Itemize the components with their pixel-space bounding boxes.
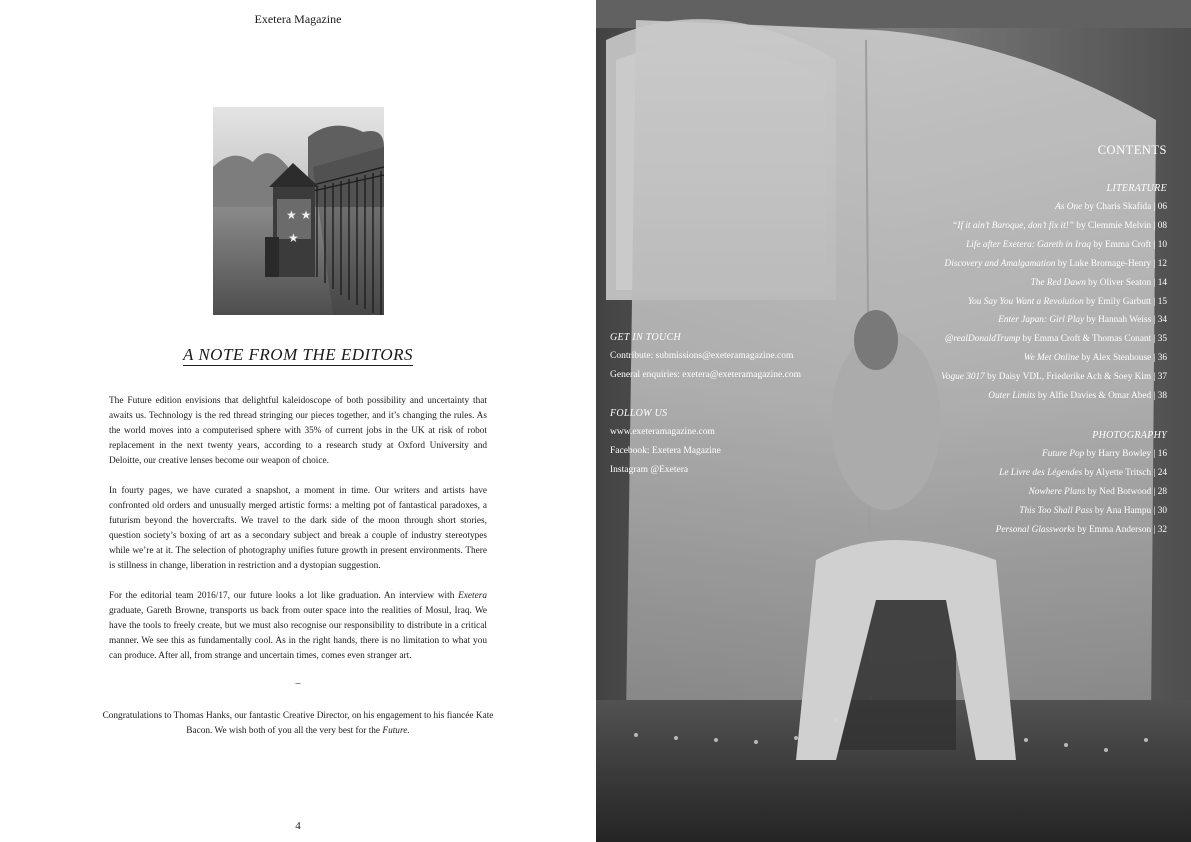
toc-item[interactable]	[941, 274, 1167, 293]
toc-item[interactable]	[941, 293, 1167, 312]
toc-item-title: Life after Exetera: Gareth in Iraq	[966, 239, 1092, 250]
toc-item-meta: by Ned Botwood | 28	[1085, 486, 1167, 497]
toc-item-title: Le Livre des Légendes	[999, 467, 1083, 478]
toc-item-meta: by Alfie Davies & Omar Abed | 38	[1035, 391, 1167, 402]
toc-item-meta: by Emily Garbutt | 15	[1083, 296, 1167, 307]
svg-text:★ ★: ★ ★	[286, 208, 312, 222]
separator: –	[295, 678, 301, 689]
toc-item[interactable]	[941, 217, 1167, 236]
toc-item[interactable]	[941, 349, 1167, 368]
congrats-text: Congratulations to Thomas Hanks, our fantastic Creative Director, on his engagement to his fiancée Kate Bacon. We wish both of you all the very best for the	[102, 711, 494, 736]
toc-item-title: The Red Dawn	[1030, 277, 1086, 288]
toc-item-title: @realDonaldTrump	[944, 334, 1021, 345]
toc-item-title: Discovery and Amalgamation	[944, 258, 1056, 269]
toc-item-title: We Met Online	[1023, 353, 1080, 364]
facebook-link[interactable]: Facebook: Exetera Magazine	[610, 446, 721, 456]
toc-item-meta: by Clemmie Melvin | 08	[1073, 220, 1167, 231]
toc-item-meta: by Harry Bowley | 16	[1084, 449, 1167, 459]
toc-item[interactable]	[941, 311, 1167, 330]
literature-list	[941, 198, 1167, 406]
right-page	[596, 0, 1191, 842]
toc-item-title: You Say You Want a Revolution	[967, 296, 1084, 307]
bin-photo-graphic	[213, 107, 384, 315]
get-in-touch-block	[610, 328, 801, 385]
toc-item-title: Nowhere Plans	[1028, 486, 1086, 497]
page-number: 4	[295, 820, 301, 832]
toc-item[interactable]	[996, 445, 1167, 464]
follow-us-heading: FOLLOW US	[610, 408, 668, 419]
bin-photo	[213, 107, 384, 315]
toc-item-title: As One	[1055, 202, 1083, 212]
instagram-link[interactable]: Instagram @Exetera	[610, 465, 689, 475]
toc-item-meta: by Ana Hampu | 30	[1092, 505, 1167, 516]
toc-item-meta: by Oliver Seaton | 14	[1085, 277, 1167, 288]
toc-item[interactable]	[996, 502, 1167, 521]
toc-item-title: This Too Shall Pass	[1019, 505, 1093, 516]
congratulations-note	[100, 709, 496, 739]
toc-item-meta: by Emma Croft | 10	[1091, 239, 1167, 250]
get-in-touch-heading: GET IN TOUCH	[610, 332, 682, 343]
toc-item-meta: by Emma Anderson | 32	[1075, 524, 1167, 535]
toc-item-title: Enter Japan: Girl Play	[998, 315, 1085, 326]
toc-item-title: Outer Limits	[988, 391, 1036, 402]
general-email[interactable]: General enquiries: exetera@exeteramagazine.com	[610, 370, 801, 380]
toc-item[interactable]	[941, 387, 1167, 406]
magazine-title: Exetera Magazine	[254, 12, 342, 26]
toc-item[interactable]	[941, 198, 1167, 217]
toc-item-meta: by Daisy VDL, Friederike Ach & Soey Kim | 37	[984, 372, 1167, 383]
toc-item[interactable]	[996, 483, 1167, 502]
editorial-paragraph-3	[109, 589, 487, 664]
toc-item-meta: by Alyette Tritsch | 24	[1082, 467, 1167, 478]
contribute-email[interactable]: Contribute: submissions@exeteramagazine.com	[610, 351, 794, 361]
toc-item-meta: by Charis Skafida | 06	[1082, 202, 1167, 212]
toc-item-title: “If it ain’t Baroque, don’t fix it!”	[952, 220, 1074, 231]
toc-item[interactable]	[941, 236, 1167, 255]
p3-emphasis: Exetera	[458, 591, 487, 601]
literature-heading: LITERATURE	[1106, 183, 1167, 194]
p3-text-a: For the editorial team 2016/17, our future looks a lot like graduation. An interview with	[109, 591, 459, 601]
svg-text:★: ★	[288, 231, 299, 245]
toc-item-title: Vogue 3017	[941, 372, 985, 383]
editorial-heading-text: A NOTE FROM THE EDITORS	[183, 345, 413, 364]
toc-item[interactable]	[941, 255, 1167, 274]
toc-item-meta: by Alex Stenhouse | 36	[1079, 353, 1167, 364]
toc-item-meta: by Emma Croft & Thomas Conant | 35	[1020, 334, 1167, 345]
toc-item-meta: by Hannah Weiss | 34	[1084, 315, 1167, 326]
follow-us-block	[610, 404, 721, 480]
toc-item-title: Future Pop	[1042, 449, 1085, 459]
toc-item[interactable]	[996, 464, 1167, 483]
toc-item[interactable]	[996, 521, 1167, 540]
editorial-paragraph-2: In fourty pages, we have curated a snapshot, a moment in time. Our writers and artists have confronted old orders and unusually merged artistic forms: a melting pot of fantastical paradoxes, a futurism beyond the hovercrafts. We travel to the dark side of the moon through short stories, question society’s boxing of art as a secondary subject and break a couple of industry stereotypes while we’re at it. The selection of photography unifies future growth in present environments. There is stillness in change, liberation in restriction and a dystopian suggestion.	[109, 486, 487, 571]
congrats-emphasis: Future.	[382, 726, 410, 736]
editorial-paragraph-1: The Future edition envisions that delightful kaleidoscope of both possibility and uncertainty that awaits us. Technology is the red thread stringing our pieces together, and it’s changing the rules. As the world moves into a computerised sphere with 35% of current jobs in the UK at risk of robot replacement in the next twenty years, according to a research study at Oxford University and Deloitte, our creative lenses become our weapon of choice.	[109, 396, 487, 466]
toc-item-meta: by Luke Bromage-Henry | 12	[1055, 258, 1167, 269]
p3-text-b: graduate, Gareth Browne, transports us back from outer space into the realities of Mosul, Iraq. We have the tools to freely create, but we must also recognise our responsibility to distribute in a critical manner. We see this as fundamentally cool. As in the right hands, there is no limitation to what you can produce. After all, from strange and uncertain times, comes even stranger art.	[109, 606, 487, 661]
toc-item[interactable]	[941, 368, 1167, 387]
website-link[interactable]: www.exeteramagazine.com	[610, 427, 715, 437]
contents-title: CONTENTS	[1097, 143, 1167, 157]
photography-heading: PHOTOGRAPHY	[1092, 430, 1167, 441]
toc-item-title: Personal Glassworks	[995, 524, 1076, 535]
toc-item[interactable]	[941, 330, 1167, 349]
editorial-heading	[0, 345, 596, 365]
photography-list	[996, 445, 1167, 540]
